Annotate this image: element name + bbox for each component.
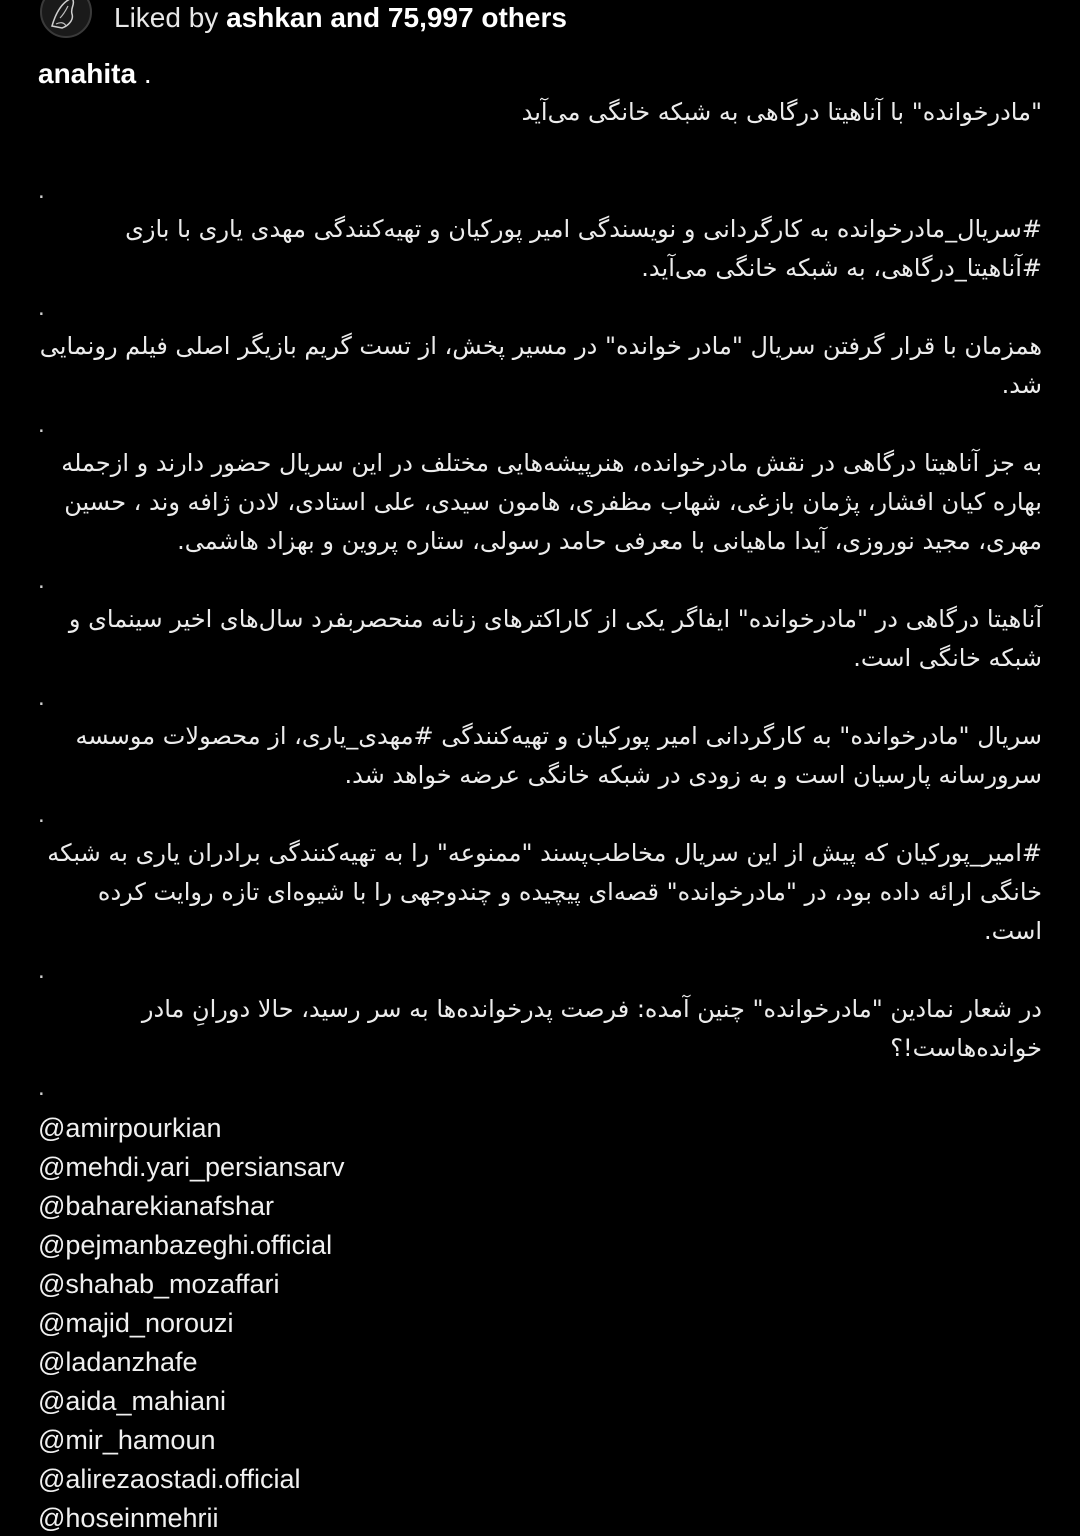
caption-paragraph-1: "مادرخوانده" با آناهیتا درگاهی به شبکه خانگی می‌آید (521, 98, 1042, 126)
mention-link[interactable]: @amirpourkian (38, 1113, 222, 1143)
mentions-list (38, 1109, 345, 1536)
mention-link[interactable]: @shahab_mozaffari (38, 1269, 280, 1299)
mention-link[interactable]: @pejmanbazeghi.official (38, 1230, 333, 1260)
likes-text[interactable] (114, 2, 567, 34)
caption-separator: . (38, 957, 45, 984)
caption-separator: . (38, 801, 45, 828)
mention-link[interactable]: @mir_hamoun (38, 1425, 216, 1455)
mention-link[interactable]: @alirezaostadi.official (38, 1464, 301, 1494)
caption-paragraph-7: #امیر_پورکیان که پیش از این سریال مخاطب‌پسند "ممنوعه" را به تهیه‌کنندگی برادران یاری به شبکه خانگی ارائه داده بود، در "مادرخوانده" قصه‌ای پیچیده و چندوجهی را با شیوه‌ای تازه روایت کرده است. (47, 839, 1042, 945)
mention-link[interactable]: @baharekianafshar (38, 1191, 275, 1221)
liker-username[interactable]: ashkan (226, 2, 323, 33)
caption-paragraph-5: آناهیتا درگاهی در "مادرخوانده" ایفاگر یکی از کاراکترهای زنانه منحصربفرد سال‌های اخیر سینمای و شبکه خانگی است. (68, 605, 1042, 672)
caption-paragraph-4: به جز آناهیتا درگاهی در نقش مادرخوانده، هنرپیشه‌هایی مختلف در این سریال حضور دارند و ازجمله بهاره کیان افشار، پژمان بازغی، شهاب مظفری، هامون سیدی، علی استادی، لادن ژافه وند ، حسین مهری، مجید نوروزی، آیدا ماهیانی با معرفی حامد رسولی، ستاره پروین و بهزاد هاشمی. (61, 449, 1042, 555)
caption-separator: . (38, 684, 45, 711)
caption-paragraph-8: در شعار نمادین "مادرخوانده" چنین آمده: فرصت پدرخوانده‌ها به سر رسید، حالا دورانِ مادر خوانده‌هاست!؟ (141, 995, 1042, 1062)
post-username[interactable]: anahita (38, 58, 137, 89)
mention-link[interactable]: @aida_mahiani (38, 1386, 227, 1416)
profile-avatar-icon[interactable] (40, 0, 92, 38)
caption-separator: . (38, 177, 45, 204)
caption-separator: . (38, 294, 45, 321)
caption-separator: . (38, 411, 45, 438)
mention-link[interactable]: @majid_norouzi (38, 1308, 234, 1338)
post-caption (38, 93, 1042, 1107)
likes-row[interactable] (40, 0, 567, 38)
caption-separator: . (38, 567, 45, 594)
likes-and: and (330, 2, 381, 33)
post-username-row[interactable] (38, 58, 152, 90)
mention-link[interactable]: @hoseinmehrii (38, 1503, 219, 1533)
caption-separator: . (38, 1074, 45, 1101)
caption-paragraph-6: سریال "مادرخوانده" به کارگردانی امیر پورکیان و تهیه‌کنندگی #مهدی_یاری، از محصولات موسسه سرورسانه پارسیان است و به زودی در شبکه خانگی عرضه خواهد شد. (75, 722, 1042, 789)
post-username-suffix: . (143, 58, 152, 89)
mention-link[interactable]: @ladanzhafe (38, 1347, 198, 1377)
likes-prefix: Liked by (114, 2, 219, 33)
caption-paragraph-2: #سریال_مادرخوانده به کارگردانی و نویسندگی امیر پورکیان و تهیه‌کنندگی مهدی یاری با بازی #آناهیتا_درگاهی، به شبکه خانگی می‌آید. (125, 215, 1042, 282)
likes-count[interactable]: 75,997 others (387, 2, 567, 33)
caption-paragraph-3: همزمان با قرار گرفتن سریال "مادر خوانده" در مسیر پخش، از تست گریم بازیگر اصلی فیلم رونمایی شد. (39, 332, 1042, 399)
mention-link[interactable]: @mehdi.yari_persiansarv (38, 1152, 345, 1182)
